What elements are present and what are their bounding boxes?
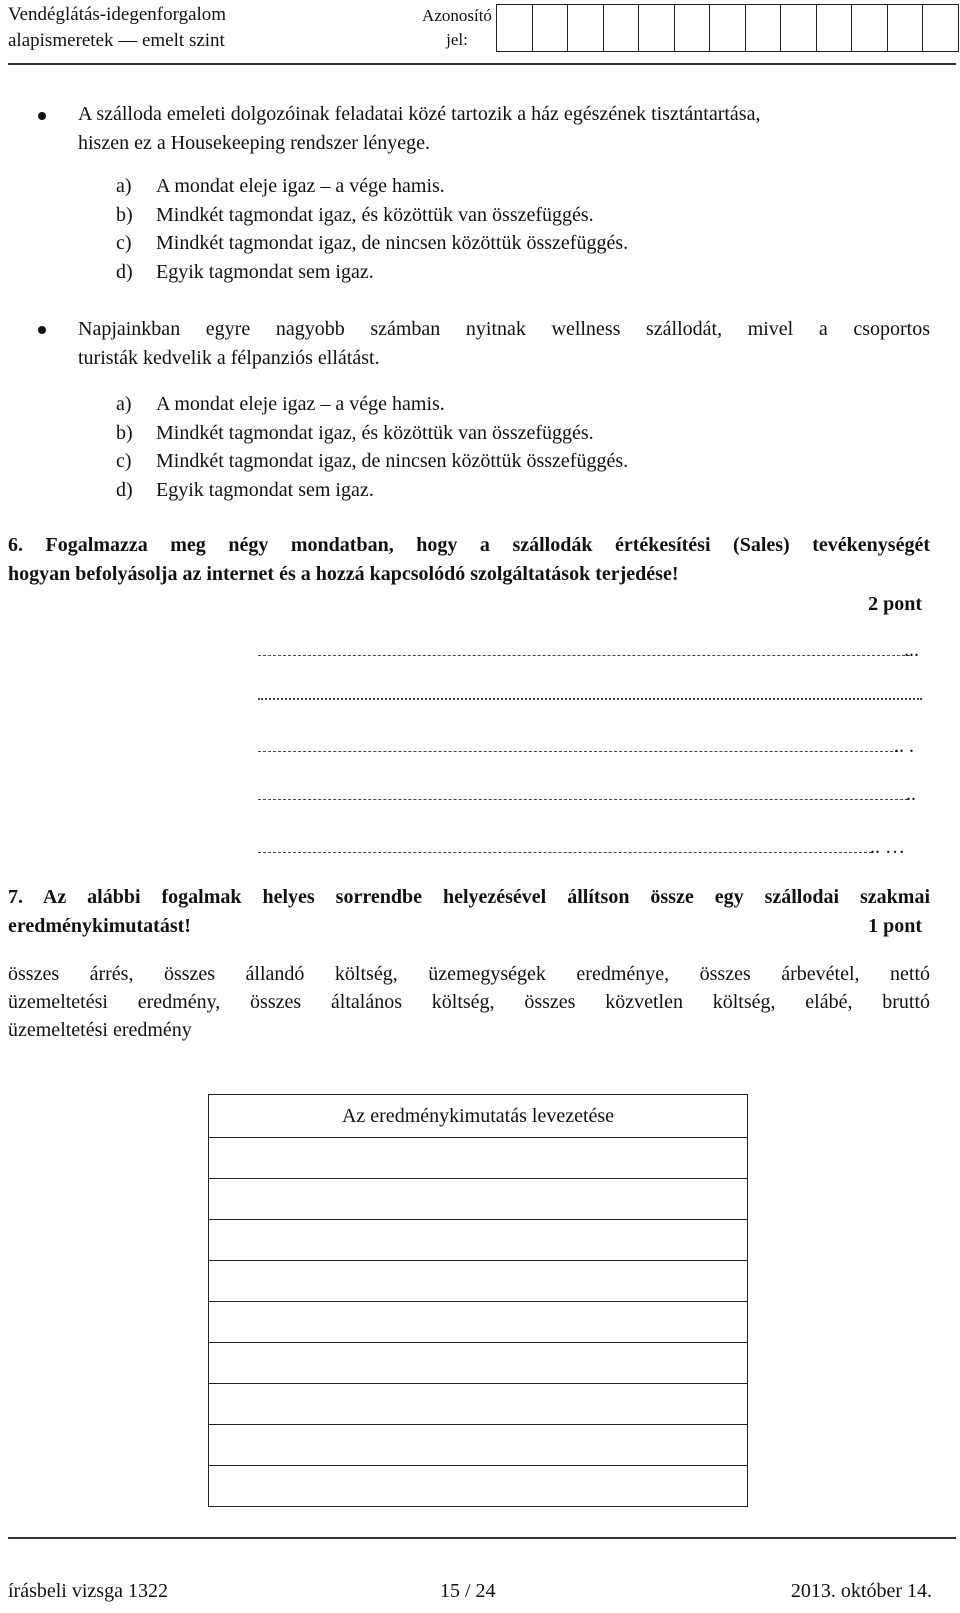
option-a[interactable] bbox=[116, 172, 628, 201]
header-title-line1: Vendéglátás-idegenforgalom bbox=[8, 4, 227, 25]
header-title-line2: alapismeretek — emelt szint bbox=[8, 30, 225, 51]
option-text: Mindkét tagmondat igaz, és közöttük van összefüggés. bbox=[156, 203, 594, 226]
id-box[interactable] bbox=[888, 4, 924, 52]
answer-line[interactable] bbox=[258, 852, 872, 853]
table-row[interactable] bbox=[209, 1302, 747, 1343]
table-title: Az eredménykimutatás levezetése bbox=[209, 1095, 747, 1138]
footer-left: írásbeli vizsga 1322 bbox=[8, 1580, 168, 1602]
q6-line1: 6. Fogalmazza meg négy mondatban, hogy a szállodák értékesítési (Sales) tevékenységét bbox=[8, 534, 930, 556]
id-box[interactable] bbox=[497, 4, 533, 52]
q7-terms bbox=[8, 960, 930, 1044]
option-label: b) bbox=[116, 203, 133, 226]
id-box[interactable] bbox=[568, 4, 604, 52]
option-label: a) bbox=[116, 175, 132, 197]
id-box[interactable] bbox=[817, 4, 853, 52]
answer-line[interactable] bbox=[258, 655, 910, 656]
q6-points: 2 pont bbox=[868, 593, 922, 615]
option-label: c) bbox=[116, 450, 132, 472]
q7-terms-line2: üzemeltetési eredmény, összes általános költség, összes közvetlen költség, elábé, bruttó bbox=[8, 991, 930, 1013]
bullet1-line1: A szálloda emeleti dolgozóinak feladatai közé tartozik a ház egészének tisztántartása, bbox=[78, 103, 761, 125]
id-box[interactable] bbox=[604, 4, 640, 52]
option-label: d) bbox=[116, 260, 133, 283]
table-row[interactable] bbox=[209, 1343, 747, 1384]
id-boxes[interactable] bbox=[496, 4, 959, 52]
footer-date: 2013. október 14. bbox=[790, 1580, 932, 1602]
option-label: b) bbox=[116, 421, 133, 444]
option-text: Egyik tagmondat sem igaz. bbox=[156, 478, 374, 501]
q7-terms-line1: összes árrés, összes állandó költség, üzemegységek eredménye, összes árbevétel, nettó bbox=[8, 963, 930, 985]
table-row[interactable] bbox=[209, 1425, 747, 1466]
option-text: A mondat eleje igaz – a vége hamis. bbox=[156, 393, 445, 415]
option-b[interactable] bbox=[116, 201, 628, 230]
option-a[interactable] bbox=[116, 390, 628, 419]
id-label-line1: Azonosító bbox=[422, 6, 492, 25]
income-statement-table bbox=[208, 1094, 748, 1507]
id-label-line2: jel: bbox=[446, 30, 468, 49]
answer-line[interactable] bbox=[258, 799, 908, 800]
option-text: Mindkét tagmondat igaz, és közöttük van összefüggés. bbox=[156, 421, 594, 444]
id-box[interactable] bbox=[675, 4, 711, 52]
answer-line[interactable] bbox=[258, 751, 898, 752]
option-text: Egyik tagmondat sem igaz. bbox=[156, 260, 374, 283]
answer-line-end: .. … bbox=[870, 836, 905, 858]
table-row[interactable] bbox=[209, 1261, 747, 1302]
options-group-2 bbox=[116, 390, 628, 504]
q7-line1: 7. Az alábbi fogalmak helyes sorrendbe helyezésével állítson össze egy szállodai szakmai bbox=[8, 886, 930, 908]
id-box[interactable] bbox=[639, 4, 675, 52]
table-row[interactable] bbox=[209, 1466, 747, 1506]
option-label: c) bbox=[116, 232, 132, 254]
option-c[interactable] bbox=[116, 229, 628, 258]
q7-prompt bbox=[8, 883, 930, 941]
answer-line-end: .. . bbox=[894, 735, 914, 757]
option-label: a) bbox=[116, 393, 132, 415]
bullet1-text bbox=[78, 100, 760, 158]
q7-points: 1 pont bbox=[868, 915, 922, 937]
footer-divider bbox=[8, 1537, 956, 1539]
table-row[interactable] bbox=[209, 1179, 747, 1220]
header-divider bbox=[8, 63, 956, 65]
q7-terms-line3: üzemeltetési eredmény bbox=[8, 1019, 192, 1041]
bullet1-line2: hiszen ez a Housekeeping rendszer lényege. bbox=[78, 132, 431, 154]
option-d[interactable] bbox=[116, 258, 628, 287]
option-d[interactable] bbox=[116, 476, 628, 505]
option-text: Mindkét tagmondat igaz, de nincsen közöttük összefüggés. bbox=[156, 450, 629, 472]
option-b[interactable] bbox=[116, 419, 628, 448]
answer-line[interactable] bbox=[258, 698, 922, 700]
id-box[interactable] bbox=[533, 4, 569, 52]
table-row[interactable] bbox=[209, 1220, 747, 1261]
id-label bbox=[418, 4, 496, 52]
table-row[interactable] bbox=[209, 1384, 747, 1425]
options-group-1 bbox=[116, 172, 628, 286]
bullet-icon bbox=[38, 112, 46, 120]
option-text: A mondat eleje igaz – a vége hamis. bbox=[156, 175, 445, 197]
bullet2-line1: Napjainkban egyre nagyobb számban nyitnak wellness szállodát, mivel a csoportos bbox=[78, 318, 930, 340]
id-box[interactable] bbox=[746, 4, 782, 52]
id-box[interactable] bbox=[923, 4, 959, 52]
q6-line2: hogyan befolyásolja az internet és a hozzá kapcsolódó szolgáltatások terjedése! bbox=[8, 563, 679, 585]
table-row[interactable] bbox=[209, 1138, 747, 1179]
answer-line-end: .. bbox=[906, 783, 916, 805]
option-text: Mindkét tagmondat igaz, de nincsen közöttük összefüggés. bbox=[156, 232, 629, 254]
bullet2-text bbox=[78, 315, 930, 373]
id-box[interactable] bbox=[852, 4, 888, 52]
id-box[interactable] bbox=[710, 4, 746, 52]
q7-line2: eredménykimutatást! bbox=[8, 915, 191, 937]
answer-line-end: ... bbox=[904, 639, 919, 661]
id-box[interactable] bbox=[781, 4, 817, 52]
option-c[interactable] bbox=[116, 447, 628, 476]
bullet2-line2: turisták kedvelik a félpanziós ellátást. bbox=[78, 347, 380, 369]
option-label: d) bbox=[116, 478, 133, 501]
bullet-icon bbox=[38, 326, 46, 334]
q6-prompt bbox=[8, 531, 930, 589]
footer-page: 15 / 24 bbox=[440, 1580, 496, 1602]
header-title bbox=[8, 2, 226, 54]
